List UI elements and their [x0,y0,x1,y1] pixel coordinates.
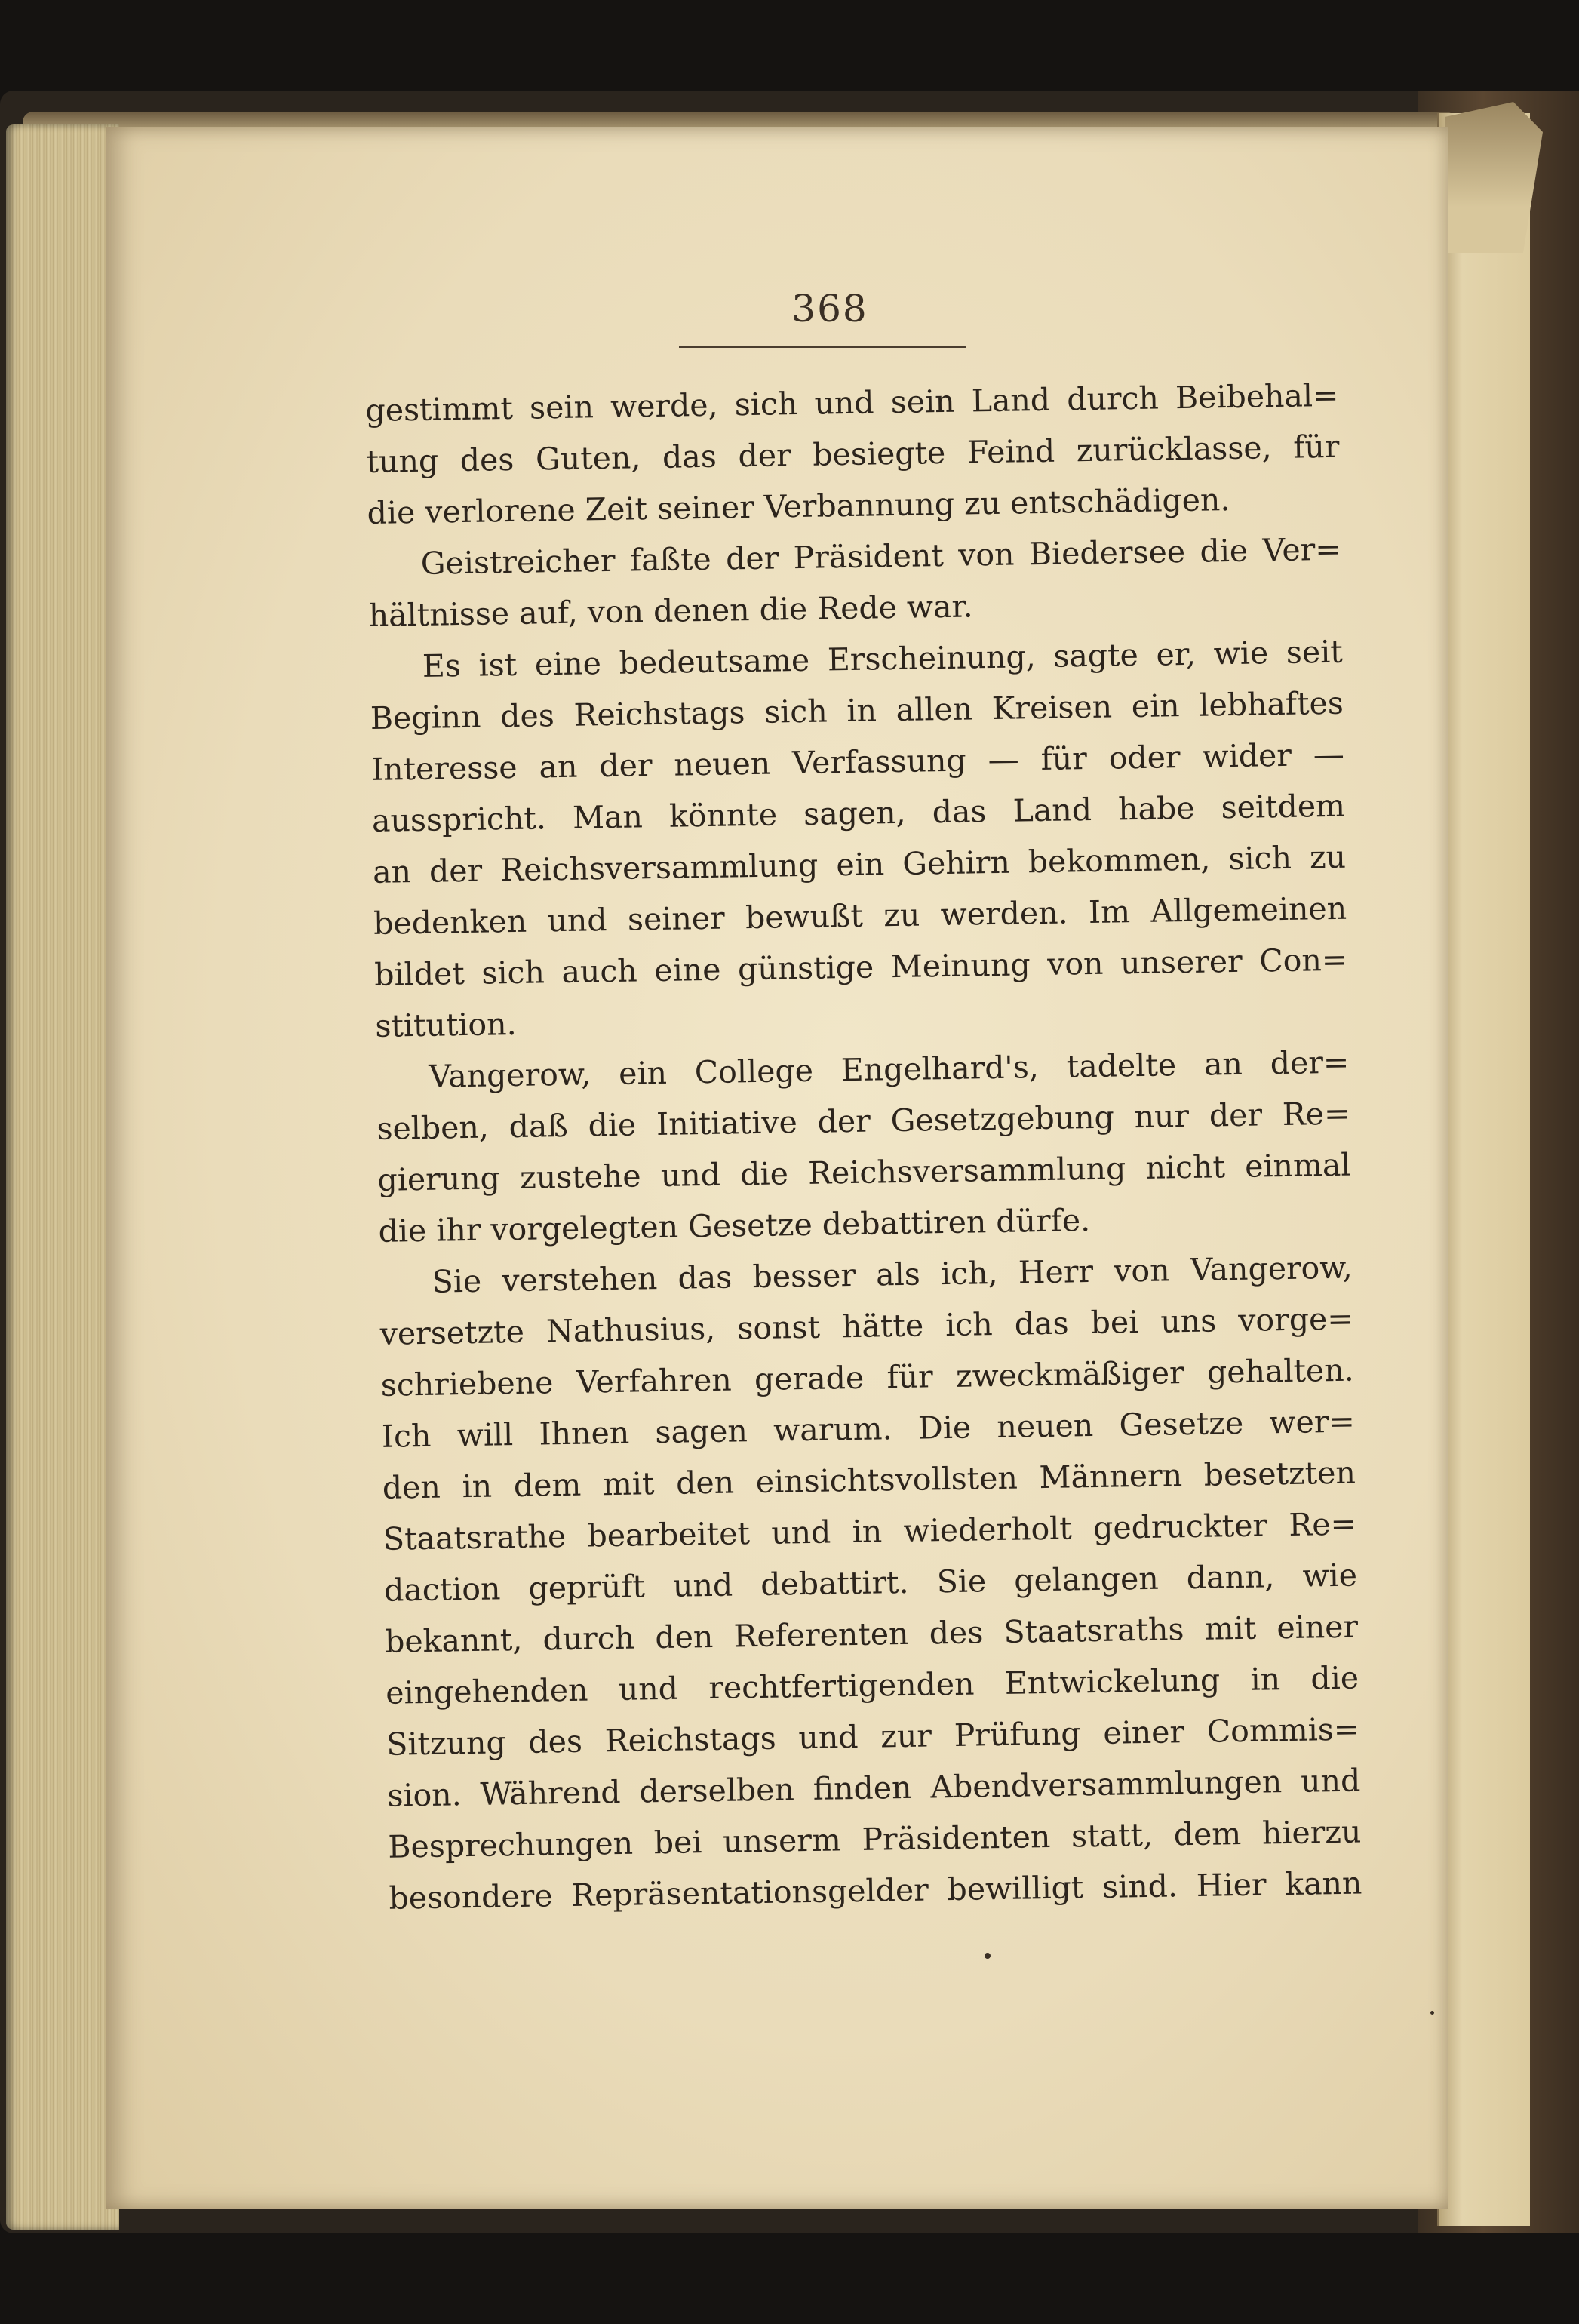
next-page-sliver [1437,113,1530,2226]
text-line: besondere Repräsentationsgelder bewilligt sind. Hier kann [389,1864,1362,1917]
text-line: den in dem mit den einsichtsvollsten Männern besetzten [382,1454,1356,1506]
page-block-edges [6,124,119,2230]
text-line: Geistreicher faßte der Präsident von Biedersee die Ver= [420,530,1341,582]
text-line: bedenken und seiner bewußt zu werden. Im Allgemeinen [373,890,1347,942]
page-number: 368 [791,287,868,330]
text-line: sion. Während derselben finden Abendversammlungen und [386,1762,1361,1814]
text-line: stitution. [374,1005,517,1044]
text-line: Ich will Ihnen sagen warum. Die neuen Gesetze wer= [381,1403,1356,1455]
text-line: versetzte Nathusius, sonst hätte ich das bei uns vorge= [379,1300,1353,1352]
text-line: daction geprüft und debattirt. Sie gelangen dann, wie [383,1557,1358,1609]
ink-speck [1430,2011,1434,2015]
text-line: Vangerow, ein College Engelhard's, tadelte an der= [429,1044,1350,1095]
text-line: Besprechungen bei unserm Präsidenten statt, dem hierzu [388,1813,1362,1865]
text-line: tung des Guten, das der besiegte Feind zurücklasse, für [366,428,1340,480]
ink-speck [985,1953,991,1959]
text-line: hältnisse auf, von denen die Rede war. [368,588,973,634]
text-line: schriebene Verfahren gerade für zweckmäßiger gehalten. [380,1351,1355,1403]
text-line: bildet sich auch eine günstige Meinung von unserer Con= [373,941,1348,993]
text-line: die ihr vorgelegten Gesetze debattiren dürfe. [378,1202,1091,1250]
text-line: gestimmt sein werde, sich und sein Land durch Beibehal= [365,377,1339,429]
text-line: eingehenden und rechtfertigenden Entwickelung in die [385,1659,1359,1711]
text-line: ausspricht. Man könnte sagen, das Land habe seitdem [371,787,1346,839]
text-line: selben, daß die Initiative der Gesetzgebung nur der Re= [376,1095,1350,1147]
text-line: bekannt, durch den Referenten des Staatsraths mit einer [384,1608,1359,1660]
text-line: Es ist eine bedeutsame Erscheinung, sagte er, wie seit [422,633,1344,684]
text-line: an der Reichsversammlung ein Gehirn bekommen, sich zu [372,838,1347,890]
text-line: Interesse an der neuen Verfassung — für oder wider — [370,736,1345,788]
text-line: die verlorene Zeit seiner Verbannung zu entschädigen. [367,481,1230,531]
text-line: Sie verstehen das besser als ich, Herr von Vangerow, [432,1249,1353,1300]
text-line: gierung zustehe und die Reichsversammlung nicht einmal [377,1146,1351,1198]
text-line: Beginn des Reichstags sich in allen Kreisen ein lebhaftes [370,684,1344,736]
text-line: Sitzung des Reichstags und zur Prüfung einer Commis= [386,1711,1360,1763]
text-line: Staatsrathe bearbeitet und in wiederholt gedruckter Re= [382,1505,1357,1557]
header-rule [679,346,966,348]
